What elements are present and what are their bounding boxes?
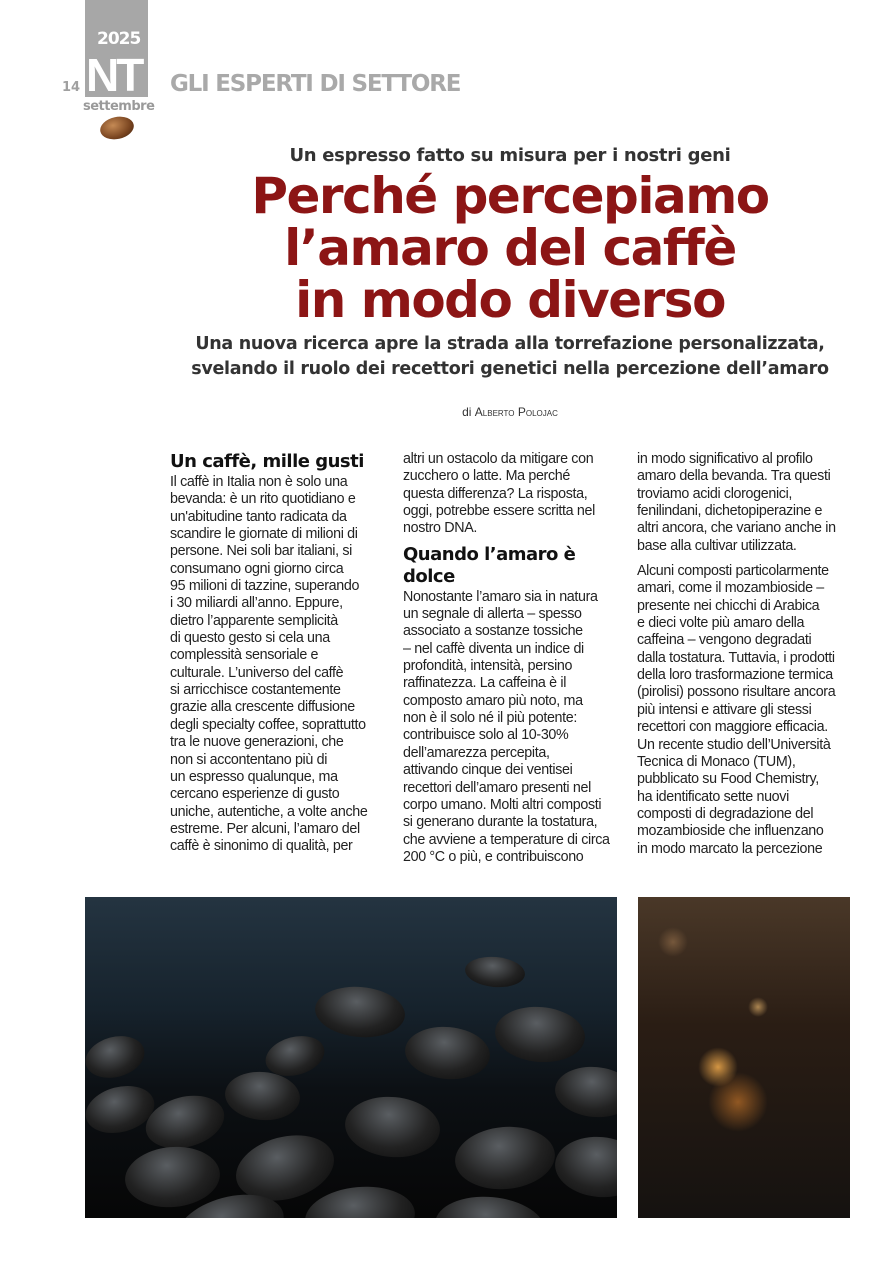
text-line: mozambioside che influenzano	[637, 823, 824, 840]
article-kicker: Un espresso fatto su misura per i nostri geni	[289, 145, 731, 166]
text-line: bevanda: è un rito quotidiano e	[170, 491, 356, 508]
text-line: Un recente studio dell’Università	[637, 736, 831, 753]
article-deck	[0, 332, 892, 382]
text-line: base alla cultivar utilizzata.	[637, 537, 797, 554]
subheading: Un caffè, mille gusti	[170, 451, 364, 472]
text-line: dell’amarezza percepita,	[403, 744, 550, 761]
text-line: composto amaro più noto, ma	[403, 692, 583, 709]
text-line: associato a sostanze tossiche	[403, 623, 583, 640]
text-line: (pirolisi) possono risultare ancora	[637, 684, 836, 701]
text-line: profondità, intensità, persino	[403, 658, 573, 675]
coffee-bean	[140, 1087, 230, 1156]
text-line: cercano esperienze di gusto	[170, 786, 340, 803]
text-line: persone. Nei soli bar italiani, si	[170, 543, 352, 560]
article-column-3	[637, 451, 862, 858]
page-number: 14	[62, 80, 81, 95]
issue-month: settembre	[83, 99, 155, 114]
coffee-bean-icon	[98, 114, 136, 143]
coffee-bean	[464, 954, 526, 989]
text-line: che avviene a temperature di circa	[403, 831, 610, 848]
coffee-beans-photo	[85, 897, 617, 1218]
text-line: 95 milioni di tazzine, superando	[170, 578, 360, 595]
coffee-bean	[223, 1069, 302, 1123]
text-line: in modo significativo al profilo	[637, 451, 813, 467]
text-line: troviamo acidi clorogenici,	[637, 485, 793, 502]
article-column-1	[170, 451, 395, 856]
text-line: recettori dell’amaro presenti nel	[403, 779, 591, 796]
text-line: fenilindani, dichetopiperazine e	[637, 503, 823, 520]
text-line: caffè è sinonimo di qualità, per	[170, 838, 353, 855]
text-line: recettori con maggiore efficacia.	[637, 719, 828, 736]
text-line: tra le nuove generazioni, che	[170, 734, 344, 751]
paragraph	[403, 451, 628, 538]
light-glow	[708, 1072, 768, 1132]
text-line: scandire le giornate di milioni di	[170, 526, 358, 543]
paragraph	[170, 474, 395, 856]
coffee-bean	[85, 1030, 149, 1084]
text-line: non è il solo né il più potente:	[403, 710, 577, 727]
coffee-bean	[343, 1093, 443, 1161]
paragraph	[637, 563, 862, 858]
title-line: l’amaro del caffè	[284, 219, 736, 277]
text-line: amaro della bevanda. Tra questi	[637, 468, 831, 485]
text-line: questa differenza? La risposta,	[403, 485, 588, 502]
text-line: si arricchisce costantemente	[170, 682, 341, 699]
issue-year: 2025	[97, 29, 141, 49]
title-line: in modo diverso	[295, 271, 725, 329]
byline	[0, 405, 892, 419]
text-line: in modo marcato la percezione	[637, 840, 823, 857]
text-line: amari, come il mozambioside –	[637, 580, 824, 597]
article-title	[0, 167, 892, 329]
text-line: estreme. Per alcuni, l’amaro del	[170, 820, 360, 837]
coffee-bean	[303, 1182, 418, 1218]
text-line: più intensi e attivare gli stessi	[637, 701, 812, 718]
title-line: Perché percepiamo	[251, 167, 769, 225]
text-line: 200 °C o più, e contribuiscono	[403, 848, 584, 865]
section-title: GLI ESPERTI DI SETTORE	[170, 71, 461, 97]
coffee-bean	[553, 1064, 617, 1121]
text-line: Tecnica di Monaco (TUM),	[637, 753, 796, 770]
coffee-bean	[123, 1143, 223, 1211]
text-line: caffeina – vengono degradati	[637, 632, 812, 649]
coffee-bean	[553, 1133, 617, 1201]
text-line: culturale. L’universo del caffè	[170, 664, 344, 681]
paragraph	[637, 451, 862, 555]
magazine-logo: NT	[86, 49, 142, 101]
text-line: oggi, potrebbe essere scritta nel	[403, 503, 595, 520]
text-line: dietro l’apparente semplicità	[170, 612, 338, 629]
text-line: della loro trasformazione termica	[637, 667, 833, 684]
text-line: altri un ostacolo da mitigare con	[403, 451, 594, 467]
coffee-bean	[493, 1003, 587, 1066]
text-line: attivando cinque dei ventisei	[403, 762, 573, 779]
text-line: Alcuni composti particolarmente	[637, 563, 829, 580]
text-line: consumano ogni giorno circa	[170, 560, 344, 577]
coffee-bean	[403, 1023, 492, 1082]
text-line: raffinatezza. La caffeina è il	[403, 675, 567, 692]
text-line: pubblicato su Food Chemistry,	[637, 771, 819, 788]
text-line: un segnale di allerta – spesso	[403, 606, 582, 623]
article-column-2	[403, 451, 628, 866]
text-line: uniche, autentiche, a volte anche	[170, 803, 368, 820]
deck-line: Una nuova ricerca apre la strada alla torrefazione personalizzata,	[195, 334, 825, 354]
text-line: nostro DNA.	[403, 520, 478, 537]
text-line: dalla tostatura. Tuttavia, i prodotti	[637, 649, 835, 666]
coffee-bean	[433, 1192, 548, 1218]
byline-prefix: di	[462, 405, 472, 419]
text-line: e dieci volte più amaro della	[637, 615, 805, 632]
text-line: Il caffè in Italia non è solo una	[170, 474, 348, 490]
text-line: zucchero o latte. Ma perché	[403, 468, 570, 485]
text-line: i 30 miliardi all’anno. Eppure,	[170, 595, 343, 612]
coffee-bean	[452, 1123, 557, 1193]
light-glow	[748, 997, 768, 1017]
text-line: altri ancora, che variano anche in	[637, 520, 836, 537]
light-glow	[658, 927, 688, 957]
text-line: grazie alla crescente diffusione	[170, 699, 355, 716]
text-line: ha identificato sette nuovi	[637, 788, 789, 805]
text-line: complessità sensoriale e	[170, 647, 319, 664]
text-line: un espresso qualunque, ma	[170, 768, 338, 785]
text-line: contribuisce solo al 10-30%	[403, 727, 569, 744]
text-line: – nel caffè diventa un indice di	[403, 640, 584, 657]
text-line: corpo umano. Molti altri composti	[403, 796, 602, 813]
text-line: un'abitudine tanto radicata da	[170, 508, 347, 525]
text-line: presente nei chicchi di Arabica	[637, 597, 820, 614]
author-name: Alberto Polojac	[474, 405, 558, 419]
text-line: non si accontentano più di	[170, 751, 328, 768]
siphon-coffee-bar-photo	[638, 897, 850, 1218]
text-line: degli specialty coffee, soprattutto	[170, 716, 366, 733]
text-line: Nonostante l’amaro sia in natura	[403, 588, 598, 605]
text-line: di questo gesto si cela una	[170, 630, 330, 647]
subheading: Quando l’amaro è dolce	[403, 543, 576, 587]
text-line: si generano durante la tostatura,	[403, 814, 598, 831]
paragraph	[403, 589, 628, 867]
deck-line: svelando il ruolo dei recettori genetici nella percezione dell’amaro	[191, 359, 829, 379]
coffee-bean	[313, 983, 407, 1041]
text-line: composti di degradazione del	[637, 805, 814, 822]
